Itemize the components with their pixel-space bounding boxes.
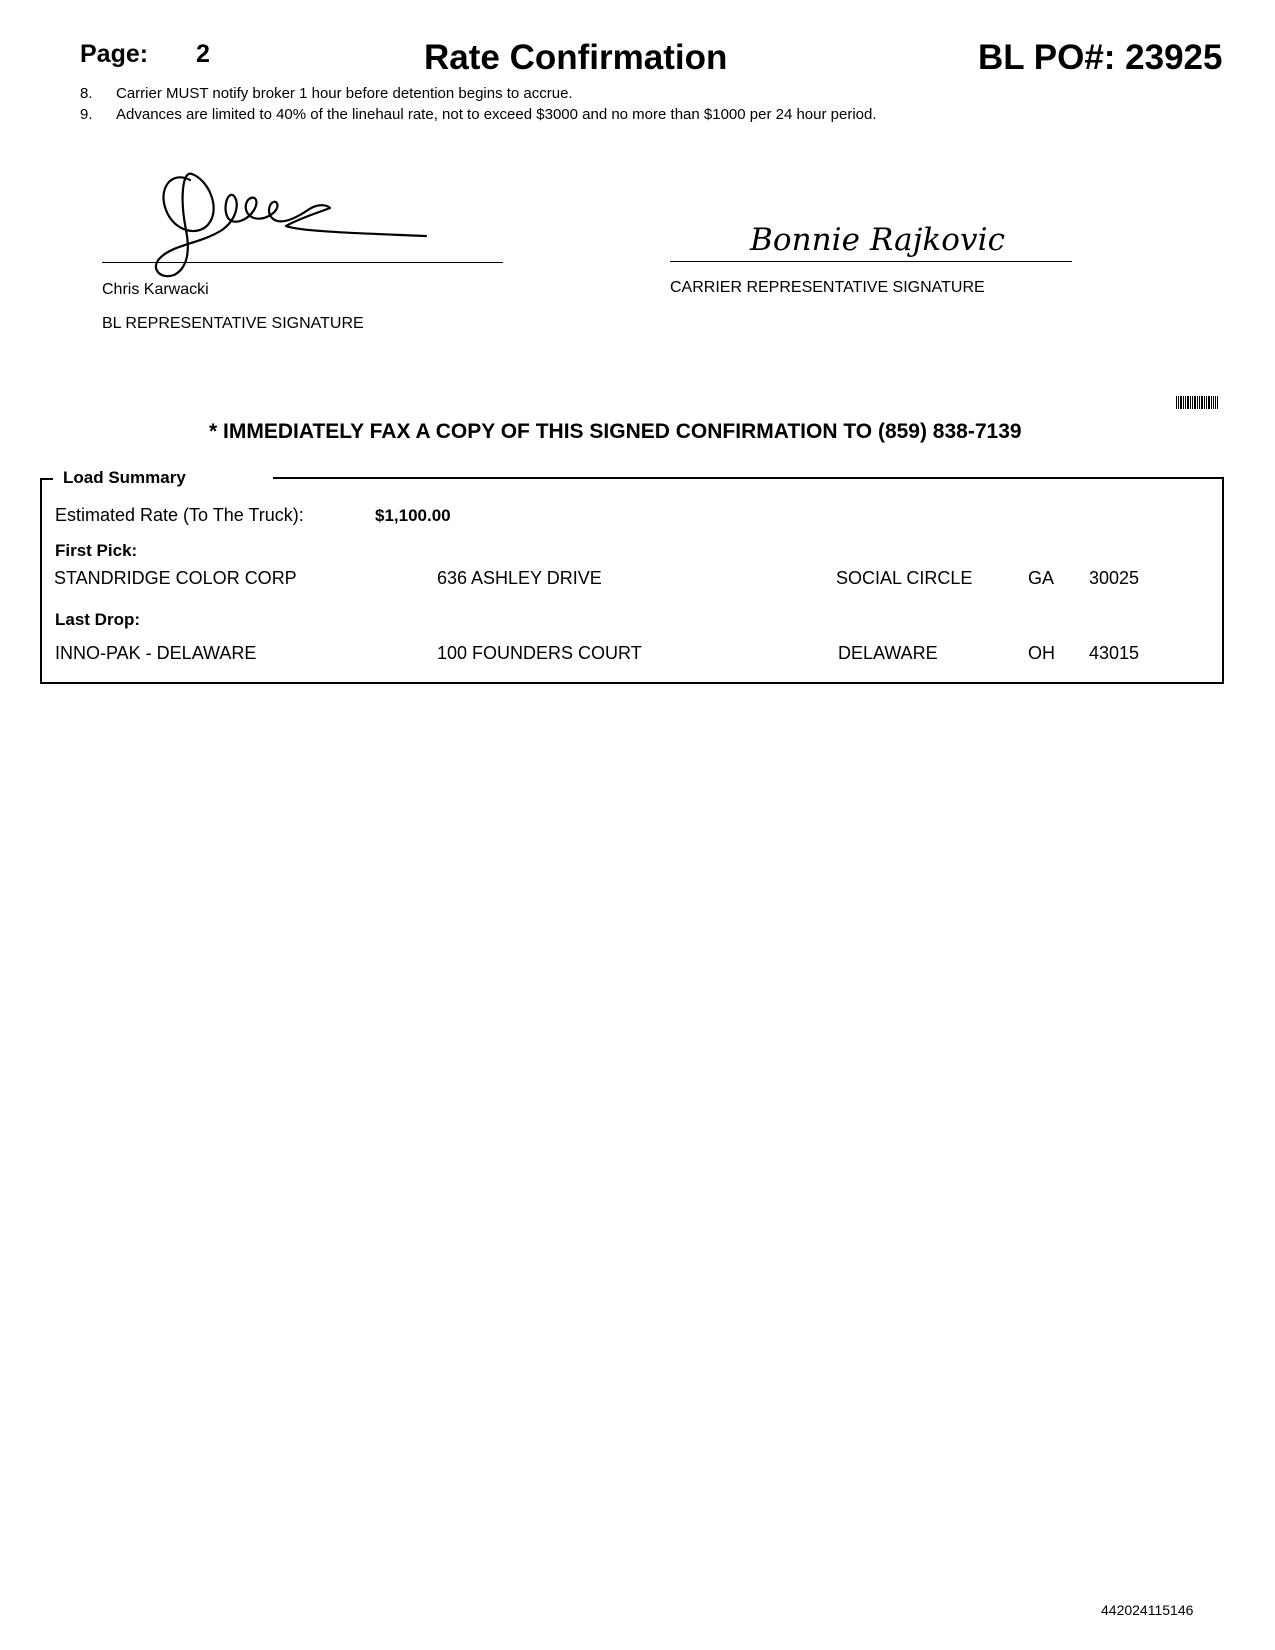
carrier-signature-line — [670, 261, 1072, 262]
last-drop-state: OH — [1028, 643, 1055, 663]
last-drop-city: DELAWARE — [838, 643, 938, 663]
fax-notice: * IMMEDIATELY FAX A COPY OF THIS SIGNED CONFIRMATION TO (859) 838-7139 — [209, 420, 1022, 443]
first-pick-address: 636 ASHLEY DRIVE — [437, 568, 602, 588]
first-pick-city: SOCIAL CIRCLE — [836, 568, 973, 588]
barcode-image — [1176, 396, 1218, 409]
bl-rep-name: Chris Karwacki — [102, 281, 209, 298]
document-id: 442024115146 — [1101, 1602, 1194, 1618]
last-drop-address: 100 FOUNDERS COURT — [437, 643, 642, 663]
carrier-signature-caption: CARRIER REPRESENTATIVE SIGNATURE — [670, 279, 985, 296]
term-number: 8. — [80, 85, 93, 102]
carrier-signature-image — [740, 214, 1020, 274]
svg-text:Bonnie Rajkovic: Bonnie Rajkovic — [750, 222, 1005, 258]
first-pick-label: First Pick: — [55, 541, 138, 560]
page-number: 2 — [196, 40, 210, 68]
last-drop-zip: 43015 — [1089, 643, 1140, 663]
document-title: Rate Confirmation — [424, 38, 728, 77]
load-summary-title: Load Summary — [63, 468, 186, 487]
bl-signature-image — [130, 160, 450, 290]
bl-signature-line — [102, 262, 503, 263]
first-pick-state: GA — [1028, 568, 1055, 588]
rate-value: $1,100.00 — [375, 506, 451, 525]
bl-signature-caption: BL REPRESENTATIVE SIGNATURE — [102, 315, 364, 332]
term-number: 9. — [80, 106, 93, 123]
first-pick-zip: 30025 — [1089, 568, 1140, 588]
term-text: Carrier MUST notify broker 1 hour before detention begins to accrue. — [116, 85, 573, 102]
rate-label: Estimated Rate (To The Truck): — [55, 505, 304, 525]
po-number: BL PO#: 23925 — [978, 38, 1223, 77]
last-drop-label: Last Drop: — [55, 610, 140, 629]
first-pick-company: STANDRIDGE COLOR CORP — [54, 568, 297, 588]
last-drop-company: INNO-PAK - DELAWARE — [55, 643, 257, 663]
term-text: Advances are limited to 40% of the linehaul rate, not to exceed $3000 and no more than $1000 per 24 hour period. — [116, 106, 877, 123]
page-label: Page: — [80, 40, 149, 68]
